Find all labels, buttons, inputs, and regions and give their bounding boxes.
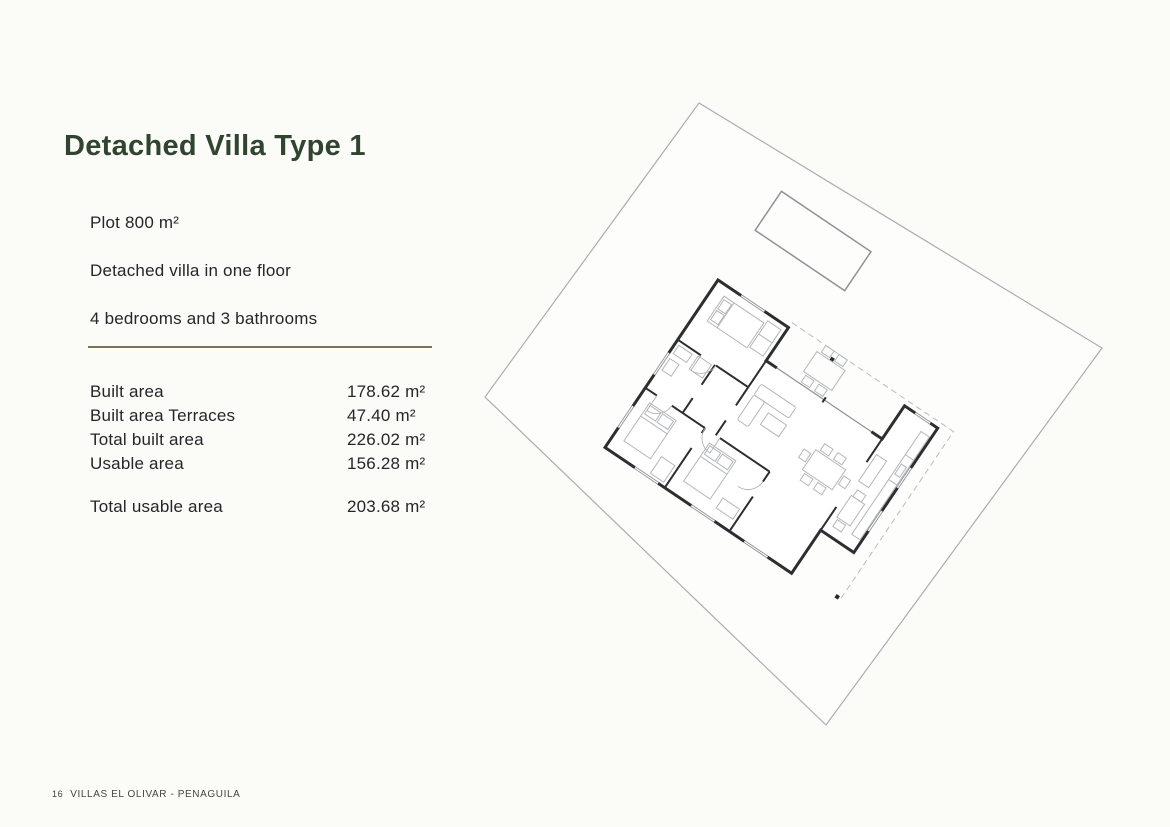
row-label: Built area [90, 382, 164, 401]
spec-rooms: 4 bedrooms and 3 bathrooms [90, 309, 318, 328]
row-value: 226.02 m² [347, 430, 426, 449]
row-label: Usable area [90, 454, 184, 473]
footer-text: VILLAS EL OLIVAR - PENAGUILA [70, 789, 241, 800]
page-number: 16 [52, 789, 64, 799]
row-value: 47.40 m² [347, 406, 416, 425]
footer [52, 789, 240, 800]
row-value: 203.68 m² [347, 497, 426, 516]
spec-floors: Detached villa in one floor [90, 261, 292, 280]
page-title: Detached Villa Type 1 [64, 130, 366, 162]
row-value: 156.28 m² [347, 454, 426, 473]
row-label: Total usable area [90, 497, 223, 516]
row-value: 178.62 m² [347, 382, 426, 401]
row-label: Built area Terraces [90, 406, 236, 425]
row-label: Total built area [90, 430, 204, 449]
spec-plot-size: Plot 800 m² [90, 213, 180, 232]
